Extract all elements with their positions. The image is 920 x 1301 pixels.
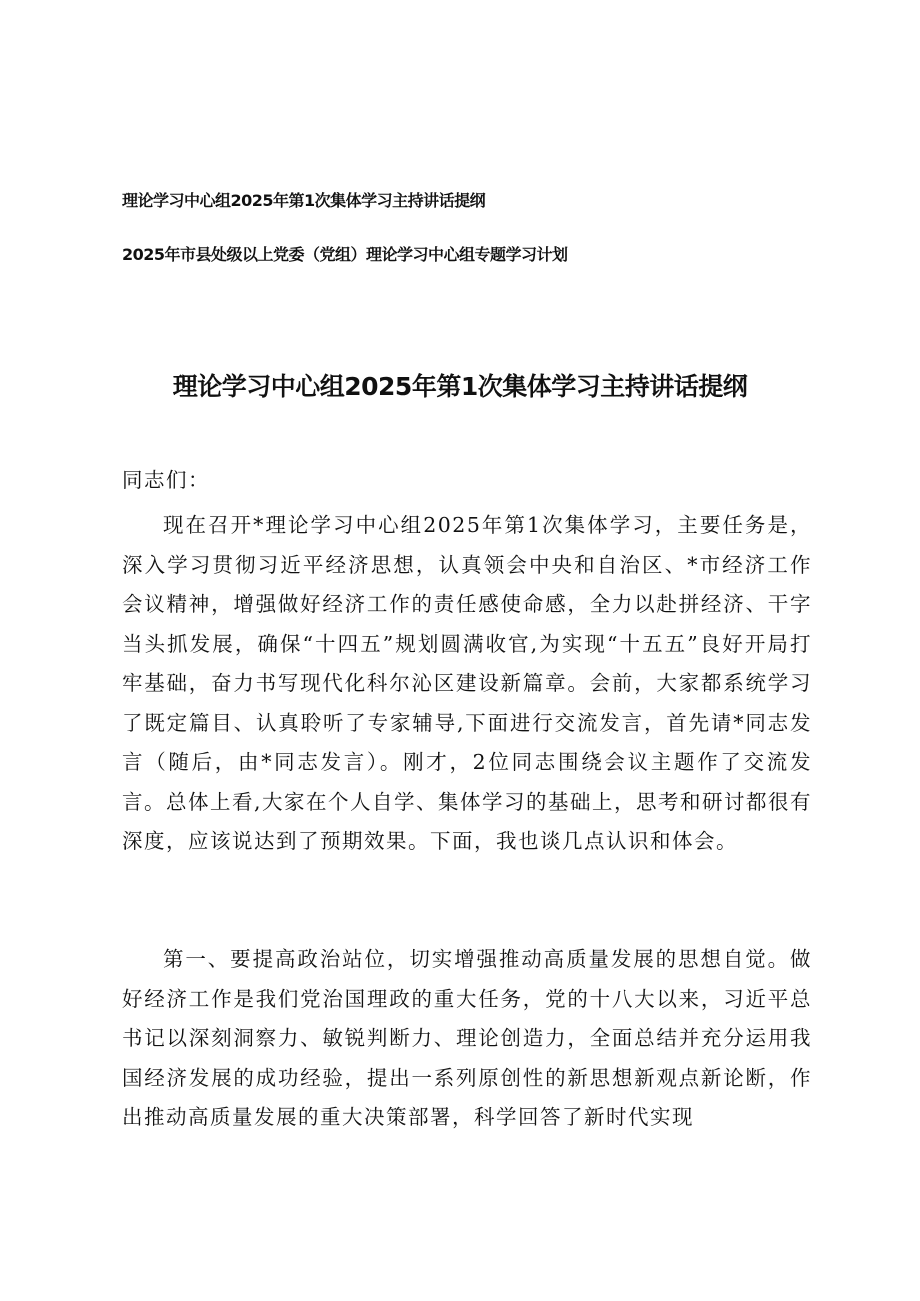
toc-entry-study-plan[interactable]: 2025年市县处级以上党委（党组）理论学习中心组专题学习计划 <box>122 245 568 264</box>
body-paragraph-point-one: 第一、要提高政治站位，切实增强推动高质量发展的思想自觉。做好经济工作是我们党治国理政的重大任务，党的十八大以来，习近平总书记以深刻洞察力、敏锐判断力、理论创造力，全面总结并充分运用我国经济发展的成功经验，提出一系列原创性的新思想新观点新论断，作出推动高质量发展的重大决策部署，科学回答了新时代实现 <box>122 947 812 1129</box>
salutation: 同志们： <box>122 468 210 492</box>
toc-entry-speech-outline[interactable]: 理论学习中心组2025年第1次集体学习主持讲话提纲 <box>122 191 486 210</box>
document-title: 理论学习中心组2025年第1次集体学习主持讲话提纲 <box>172 372 748 401</box>
body-paragraph-opening: 现在召开*理论学习中心组2025年第1次集体学习，主要任务是，深入学习贯彻习近平经济思想，认真领会中央和自治区、*市经济工作会议精神，增强做好经济工作的责任感使命感，全力以赴拼经济、干字当头抓发展，确保“十四五”规划圆满收官,为实现“十五五”良好开局打牢基础，奋力书写现代化科尔沁区建设新篇章。会前，大家都系统学习了既定篇目、认真聆听了专家辅导,下面进行交流发言，首先请*同志发言（随后，由*同志发言）。刚才，2位同志围绕会议主题作了交流发言。总体上看,大家在个人自学、集体学习的基础上，思考和研讨都很有深度，应该说达到了预期效果。下面，我也谈几点认识和体会。 <box>122 513 813 853</box>
